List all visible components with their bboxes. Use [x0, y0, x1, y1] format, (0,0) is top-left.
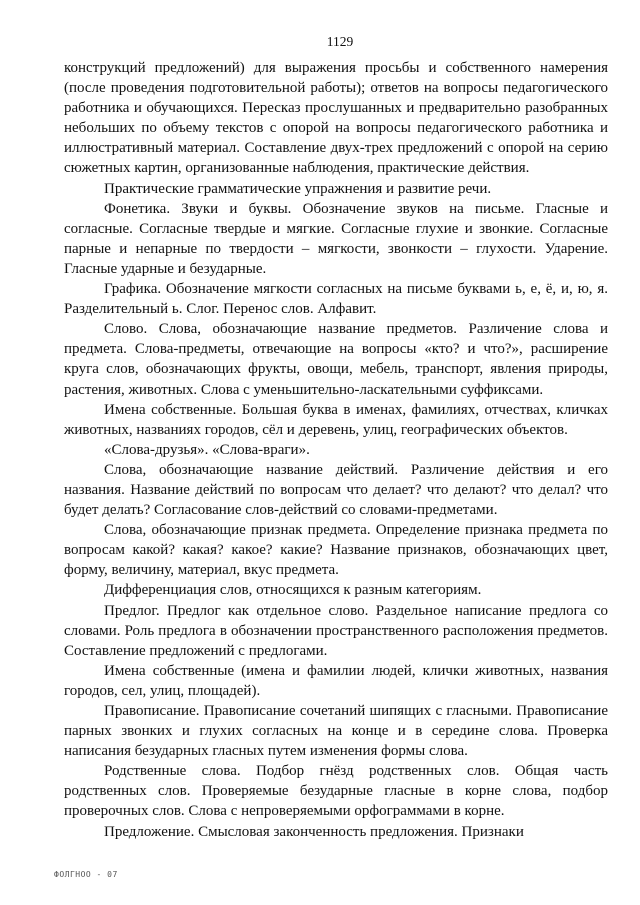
paragraph: Дифференциация слов, относящихся к разным категориям. — [104, 582, 482, 599]
paragraph: Фонетика. Звуки и буквы. Обозначение звуков на письме. Гласные и согласные. Согласные твердые и мягкие. Согласные глухие и звонкие. Согласные парные и непарные по твердости – мягкости, звонкости – глухости. Ударение. Гласные ударные и безударные. — [64, 200, 608, 277]
footer-mark: ФОЛГНОО - 07 — [54, 870, 118, 879]
paragraph: конструкций предложений) для выражения просьбы и собственного намерения (после проведения подготовительной работы); ответов на вопросы педагогического работника и обучающихся. Пересказ прослушанных и предварительно разобранных небольших по объему текстов с опорой на вопросы педагогического работника и иллюстративный материал. Составление двух-трех предложений с опорой на серию сюжетных картин, организованные наблюдения, практические действия. — [64, 60, 608, 177]
body-text — [64, 58, 608, 842]
paragraph: «Слова-друзья». «Слова-враги». — [104, 441, 310, 458]
paragraph: Слова, обозначающие название действий. Различение действия и его названия. Название действий по вопросам что делает? что делают? что делал? что будет делать? Согласование слов-действий со словами-предметами. — [64, 461, 608, 519]
paragraph: Графика. Обозначение мягкости согласных на письме буквами ь, е, ё, и, ю, я. Разделительный ь. Слог. Перенос слов. Алфавит. — [64, 281, 608, 318]
paragraph: Практические грамматические упражнения и развитие речи. — [104, 180, 492, 197]
page-number: 1129 — [326, 34, 354, 49]
paragraph: Предлог. Предлог как отдельное слово. Раздельное написание предлога со словами. Роль предлога в обозначении пространственного расположения предметов. Составление предложений с предлогами. — [64, 602, 608, 659]
paragraph: Слова, обозначающие признак предмета. Определение признака предмета по вопросам какой? какая? какое? какие? Название признаков, обозначающих цвет, форму, величину, материал, вкус предмета. — [64, 522, 608, 579]
paragraph: Имена собственные. Большая буква в именах, фамилиях, отчествах, кличках животных, названиях городов, сёл и деревень, улиц, географических объектов. — [64, 401, 608, 438]
paragraph: Предложение. Смысловая законченность предложения. Признаки — [104, 823, 524, 840]
paragraph: Правописание. Правописание сочетаний шипящих с гласными. Правописание парных звонких и глухих согласных на конце и в середине слова. Проверка написания безударных гласных путем изменения формы слова. — [64, 703, 608, 760]
paragraph: Слово. Слова, обозначающие название предметов. Различение слова и предмета. Слова-предметы, отвечающие на вопросы «кто? и что?», расширение круга слов, обозначающих фрукты, овощи, мебель, транспорт, явления природы, растения, животных. Слова с уменьшительно-ласкательными суффиксами. — [64, 321, 608, 398]
paragraph: Имена собственные (имена и фамилии людей, клички животных, названия городов, сел, улиц, площадей). — [64, 662, 608, 699]
paragraph: Родственные слова. Подбор гнёзд родственных слов. Общая часть родственных слов. Проверяемые безударные гласные в корне слова, подбор проверочных слов. Слова с непроверяемыми орфограммами в корне. — [64, 763, 608, 820]
